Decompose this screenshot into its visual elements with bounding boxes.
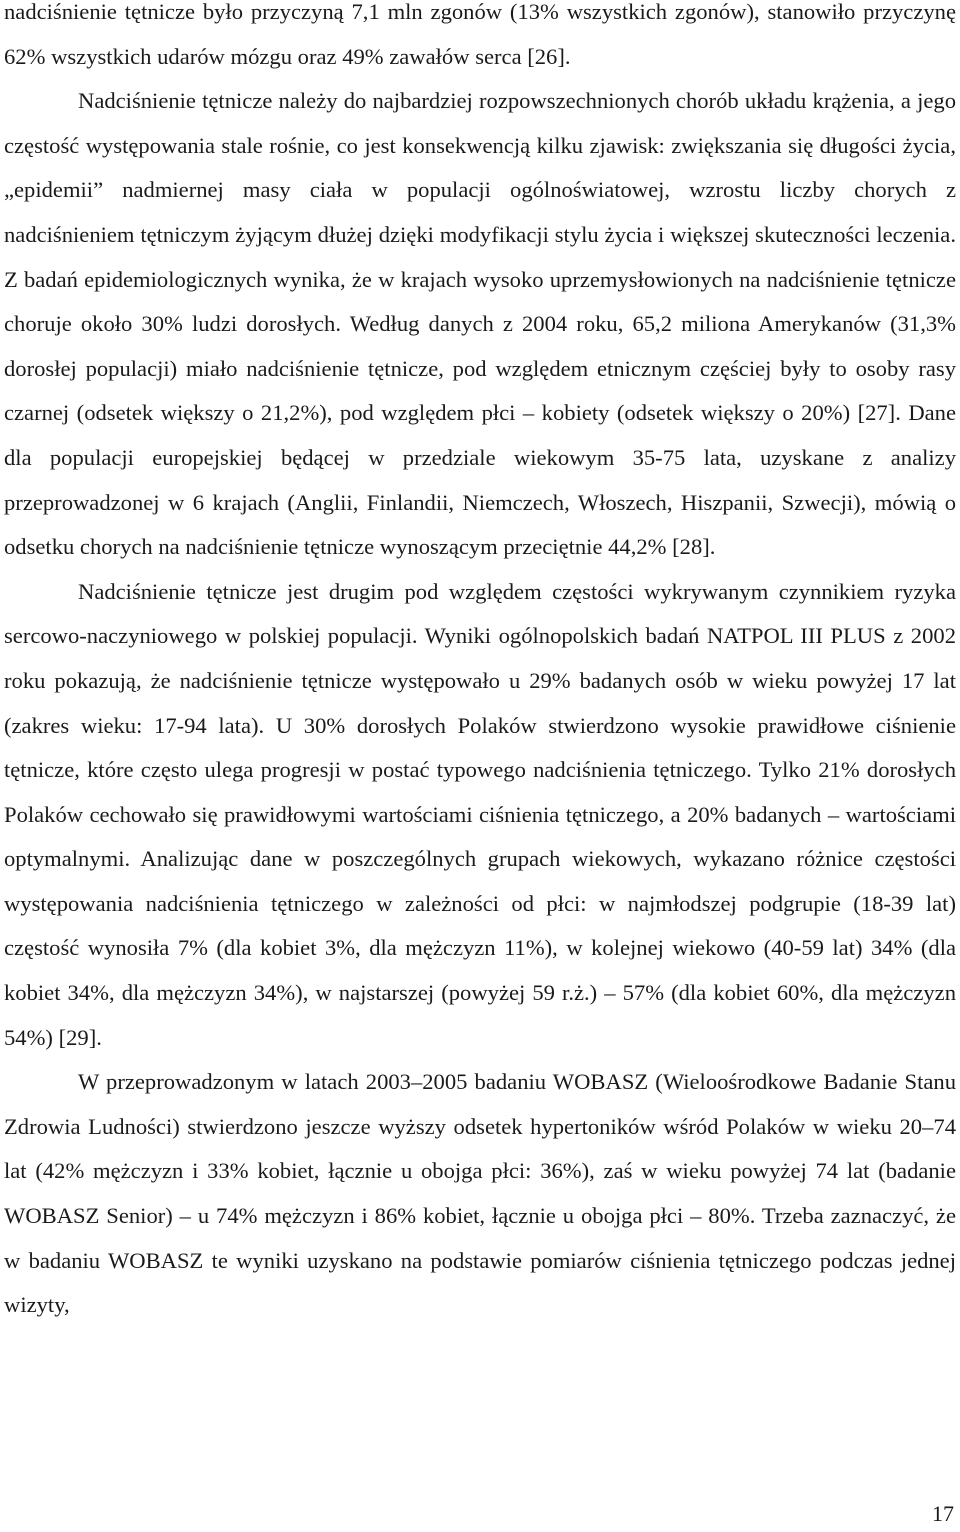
paragraph-2: Nadciśnienie tętnicze należy do najbardziej rozpowszechnionych chorób układu krążenia, a jego częstość występowania stale rośnie, co jest konsekwencją kilku zjawisk: zwiększania się długości życia, „epidemii” nadmiernej masy ciała w populacji ogólnoświatowej, wzrostu liczby chorych z nadciśnieniem tętniczym żyjącym dłużej dzięki modyfikacji stylu życia i większej skuteczności leczenia. Z badań epidemiologicznych wynika, że w krajach wysoko uprzemysłowionych na nadciśnienie tętnicze choruje około 30% ludzi dorosłych. Według danych z 2004 roku, 65,2 miliona Amerykanów (31,3% dorosłej populacji) miało nadciśnienie tętnicze, pod względem etnicznym częściej były to osoby rasy czarnej (odsetek większy o 21,2%), pod względem płci – kobiety (odsetek większy o 20%) [27]. Dane dla populacji europejskiej będącej w przedziale wiekowym 35-75 lata, uzyskane z analizy przeprowadzonej w 6 krajach (Anglii, Finlandii, Niemczech, Włoszech, Hiszpanii, Szwecji), mówią o odsetku chorych na nadciśnienie tętnicze wynoszącym przeciętnie 44,2% [28]. [4,88,956,560]
body-text [4,0,956,1328]
paragraph-3: Nadciśnienie tętnicze jest drugim pod względem częstości wykrywanym czynnikiem ryzyka sercowo-naczyniowego w polskiej populacji. Wyniki ogólnopolskich badań NATPOL III PLUS z 2002 roku pokazują, że nadciśnienie tętnicze występowało u 29% badanych osób w wieku powyżej 17 lat (zakres wieku: 17-94 lata). U 30% dorosłych Polaków stwierdzono wysokie prawidłowe ciśnienie tętnicze, które często ulega progresji w postać typowego nadciśnienia tętniczego. Tylko 21% dorosłych Polaków cechowało się prawidłowymi wartościami ciśnienia tętniczego, a 20% badanych – wartościami optymalnymi. Analizując dane w poszczególnych grupach wiekowych, wykazano różnice częstości występowania nadciśnienia tętniczego w zależności od płci: w najmłodszej podgrupie (18-39 lat) częstość wynosiła 7% (dla kobiet 3%, dla mężczyzn 11%), w kolejnej wiekowo (40-59 lat) 34% (dla kobiet 34%, dla mężczyzn 34%), w najstarszej (powyżej 59 r.ż.) – 57% (dla kobiet 60%, dla mężczyzn 54%) [29]. [4,578,956,1050]
paragraph-1: nadciśnienie tętnicze było przyczyną 7,1 mln zgonów (13% wszystkich zgonów), stanowiło przyczynę 62% wszystkich udarów mózgu oraz 49% zawałów serca [26]. [4,0,956,69]
paragraph-4: W przeprowadzonym w latach 2003–2005 badaniu WOBASZ (Wieloośrodkowe Badanie Stanu Zdrowia Ludności) stwierdzono jeszcze wyższy odsetek hypertoników wśród Polaków w wieku 20–74 lat (42% mężczyzn i 33% kobiet, łącznie u obojga płci: 36%), zaś w wieku powyżej 74 lat (badanie WOBASZ Senior) – u 74% mężczyzn i 86% kobiet, łącznie u obojga płci – 80%. Trzeba zaznaczyć, że w badaniu WOBASZ te wyniki uzyskano na podstawie pomiarów ciśnienia tętniczego podczas jednej wizyty, [4,1069,956,1318]
page-number: 17 [932,1501,954,1526]
